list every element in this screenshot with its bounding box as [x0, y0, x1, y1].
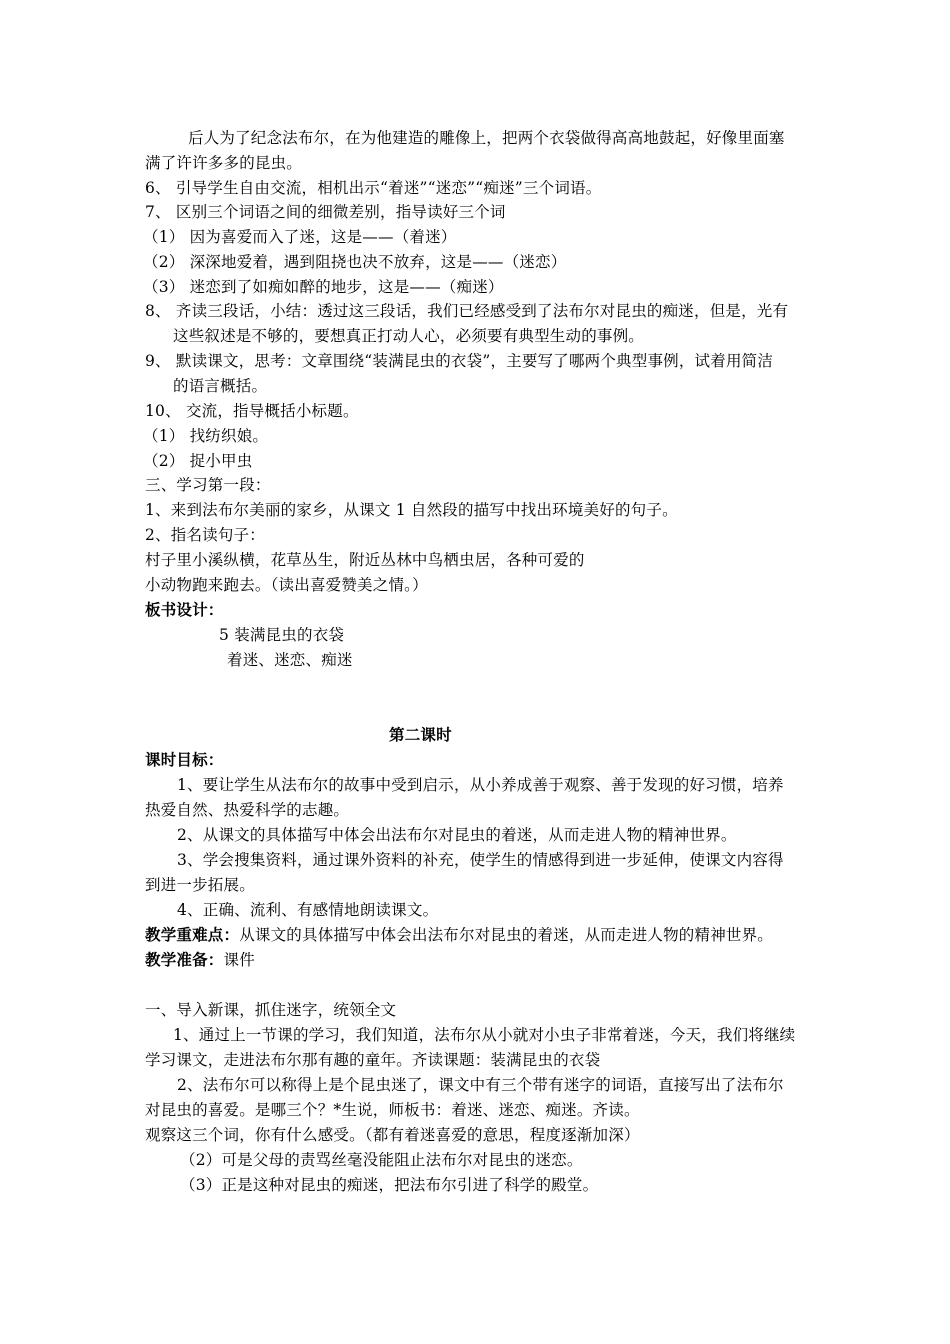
paragraph-line: 2、法布尔可以称得上是个昆虫迷了，课文中有三个带有迷字的词语，直接写出了法布尔	[177, 1076, 784, 1094]
section-heading: 一、导入新课，抓住迷字，统领全文	[145, 1001, 397, 1019]
quoted-sentence: 小动物跑来跑去。（读出喜爱赞美之情。）	[145, 576, 428, 594]
sub-list-item: （3）正是这种对昆虫的痴迷，把法布尔引进了科学的殿堂。	[180, 1176, 599, 1194]
sub-list-item: （1） 因为喜爱而入了迷，这是——（着迷）	[143, 228, 457, 246]
list-item: 1、来到法布尔美丽的家乡，从课文 1 自然段的描写中找出环境美好的句子。	[145, 501, 678, 519]
section-heading: 三、学习第一段：	[145, 476, 271, 494]
list-item: 6、 引导学生自由交流，相机出示“着迷”“迷恋”“痴迷”三个词语。	[145, 179, 602, 197]
list-item: 2、指名读句子：	[145, 526, 265, 544]
paragraph-line: 观察这三个词，你有什么感受。（都有着迷喜爱的意思，程度逐渐加深）	[145, 1126, 640, 1144]
list-item: 8、 齐读三段话，小结：透过这三段话，我们已经感受到了法布尔对昆虫的痴迷，但是，光有	[145, 302, 789, 320]
list-item: 7、 区别三个词语之间的细微差别，指导读好三个词	[145, 203, 506, 221]
sub-list-item: （1） 找纺织娘。	[143, 427, 269, 445]
objective-item: 2、从课文的具体描写中体会出法布尔对昆虫的着迷，从而走进人物的精神世界。	[177, 826, 737, 844]
paragraph-line: 后人为了纪念法布尔，在为他建造的雕像上，把两个衣袋做得高高地鼓起，好像里面塞	[188, 129, 785, 147]
key-points-label: 教学重难点：	[145, 925, 240, 944]
list-item-continuation: 这些叙述是不够的，要想真正打动人心，必须要有典型生动的事例。	[173, 327, 645, 345]
preparation-text: 课件	[223, 951, 255, 969]
board-title: 5 装满昆虫的衣袋	[219, 626, 345, 644]
list-item: 10、 交流，指导概括小标题。	[145, 402, 359, 420]
key-points-line	[145, 925, 773, 945]
board-words: 着迷、迷恋、痴迷	[227, 651, 353, 669]
paragraph-line: 1、通过上一节课的学习，我们知道，法布尔从小就对小虫子非常着迷，今天，我们将继续	[173, 1026, 796, 1044]
objective-item: 3、学会搜集资料，通过课外资料的补充，使学生的情感得到进一步延伸，使课文内容得	[177, 851, 784, 869]
list-item-continuation: 的语言概括。	[173, 377, 268, 395]
objective-item: 1、要让学生从法布尔的故事中受到启示，从小养成善于观察、善于发现的好习惯，培养	[177, 776, 784, 794]
sub-list-item: （2） 深深地爱着，遇到阻挠也决不放弃，这是——（迷恋）	[143, 253, 567, 271]
list-item: 9、 默读课文，思考：文章围绕“装满昆虫的衣袋”，主要写了哪两个典型事例，试着用简洁	[145, 352, 774, 370]
sub-list-item: （3） 迷恋到了如痴如醉的地步，这是——（痴迷）	[143, 278, 504, 296]
lesson-title: 第二课时	[389, 725, 452, 744]
key-points-text: 从课文的具体描写中体会出法布尔对昆虫的着迷，从而走进人物的精神世界。	[239, 926, 774, 944]
objective-item-continuation: 到进一步拓展。	[145, 876, 255, 894]
sub-list-item: （2） 捉小甲虫	[143, 452, 253, 470]
preparation-line	[145, 950, 255, 970]
board-design-heading: 板书设计：	[145, 600, 224, 619]
paragraph-line: 满了许许多多的昆虫。	[145, 154, 303, 172]
objective-item: 4、正确、流利、有感情地朗读课文。	[177, 901, 439, 919]
sub-list-item: （2）可是父母的责骂丝毫没能阻止法布尔对昆虫的迷恋。	[180, 1151, 583, 1169]
paragraph-line: 学习课文，走进法布尔那有趣的童年。齐读课题：装满昆虫的衣袋	[145, 1051, 601, 1069]
quoted-sentence: 村子里小溪纵横，花草丛生，附近丛林中鸟栖虫居，各种可爱的	[145, 551, 585, 569]
objectives-heading: 课时目标：	[145, 750, 224, 769]
paragraph-line: 对昆虫的喜爱。是哪三个？*生说，师板书：着迷、迷恋、痴迷。齐读。	[145, 1101, 640, 1119]
objective-item-continuation: 热爱自然、热爱科学的志趣。	[145, 801, 350, 819]
preparation-label: 教学准备：	[145, 950, 224, 969]
